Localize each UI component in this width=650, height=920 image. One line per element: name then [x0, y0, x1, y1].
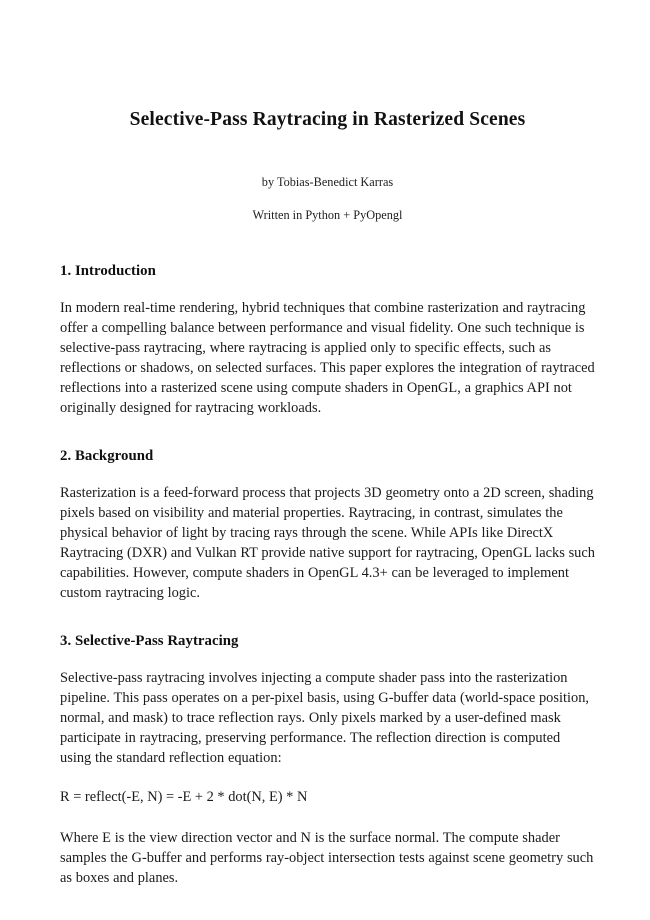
page-title: Selective-Pass Raytracing in Rasterized Scenes — [129, 109, 526, 130]
section-paragraph: Rasterization is a feed-forward process that projects 3D geometry onto a 2D screen, shading pixels based on visibility and material properties. Raytracing, in contrast, simulates the physical behavior of light by tracing rays through the scene. While APIs like DirectX Raytracing (DXR) and Vulkan RT provide native support for raytracing, OpenGL lacks such capabilities. However, compute shaders in OpenGL 4.3+ can be leveraged to implement custom raytracing logic. — [60, 484, 595, 602]
section-paragraph: Selective-pass raytracing involves injecting a compute shader pass into the rasterization pipeline. This pass operates on a per-pixel basis, using G-buffer data (world-space position, normal, and mask) to trace reflection rays. Only pixels marked by a user-defined mask participate in raytracing, preserving performance. The reflection direction is computed using the standard reflection equation: — [60, 669, 590, 767]
section-introduction — [60, 262, 595, 418]
section-paragraph: Where E is the view direction vector and N is the surface normal. The compute shader samples the G-buffer and performs ray-object intersection tests against scene geometry such as boxes and planes. — [60, 830, 594, 887]
section-background — [60, 447, 595, 603]
tools-byline: Written in Python + PyOpengl — [252, 207, 403, 222]
section-selective-pass-raytracing — [60, 632, 595, 888]
reflection-equation: R = reflect(-E, N) = -E + 2 * dot(N, E) * N — [60, 789, 308, 806]
section-heading-selective-pass-raytracing: 3. Selective-Pass Raytracing — [60, 633, 239, 650]
section-heading-introduction: 1. Introduction — [60, 263, 156, 280]
author-byline: by Tobias-Benedict Karras — [261, 175, 394, 190]
document-content — [60, 0, 595, 889]
section-heading-background: 2. Background — [60, 448, 154, 465]
section-paragraph: In modern real-time rendering, hybrid techniques that combine rasterization and raytracing offer a compelling balance between performance and visual fidelity. One such technique is selective-pass raytracing, where raytracing is applied only to specific effects, such as reflections or shadows, on selected surfaces. This paper explores the integration of raytraced reflections into a rasterized scene using compute shaders in OpenGL, a graphics API not originally designed for raytracing workloads. — [60, 299, 595, 417]
